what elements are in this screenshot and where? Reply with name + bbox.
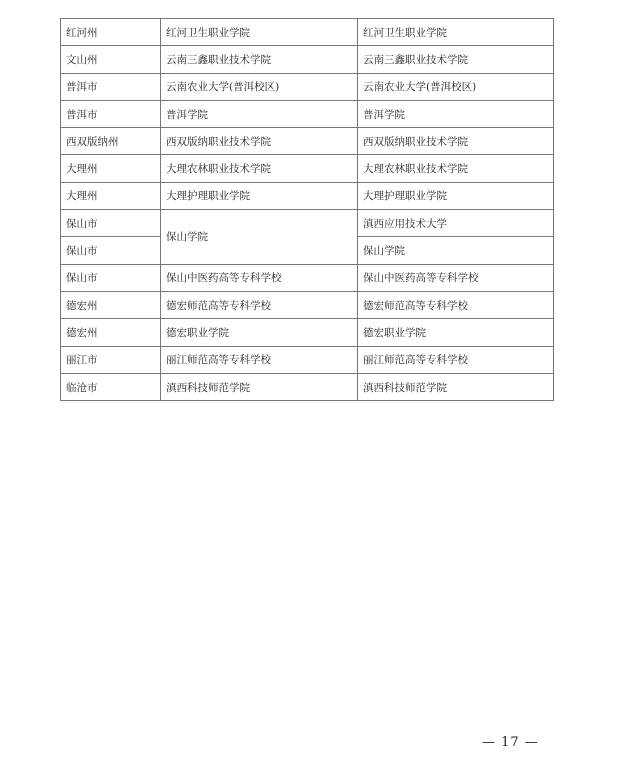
table-row — [61, 100, 554, 127]
table-row — [61, 210, 554, 237]
school-cell: 红河卫生职业学院 — [161, 19, 358, 46]
region-cell: 保山市 — [61, 210, 161, 237]
school-cell: 西双版纳职业技术学院 — [161, 128, 358, 155]
school2-cell: 滇西应用技术大学 — [358, 210, 554, 237]
schools-table — [60, 18, 554, 401]
school2-cell: 滇西科技师范学院 — [358, 373, 554, 400]
table-row — [61, 46, 554, 73]
region-cell: 保山市 — [61, 237, 161, 264]
school2-cell: 西双版纳职业技术学院 — [358, 128, 554, 155]
school2-cell: 保山中医药高等专科学校 — [358, 264, 554, 291]
region-cell: 大理州 — [61, 182, 161, 209]
school-cell: 大理护理职业学院 — [161, 182, 358, 209]
table-row — [61, 182, 554, 209]
school2-cell: 大理农林职业技术学院 — [358, 155, 554, 182]
school-cell: 德宏师范高等专科学校 — [161, 291, 358, 318]
school2-cell: 保山学院 — [358, 237, 554, 264]
school2-cell: 丽江师范高等专科学校 — [358, 346, 554, 373]
school-cell: 丽江师范高等专科学校 — [161, 346, 358, 373]
school2-cell: 德宏职业学院 — [358, 319, 554, 346]
school-cell: 普洱学院 — [161, 100, 358, 127]
table-row — [61, 128, 554, 155]
region-cell: 德宏州 — [61, 319, 161, 346]
school2-cell: 德宏师范高等专科学校 — [358, 291, 554, 318]
school2-cell: 大理护理职业学院 — [358, 182, 554, 209]
region-cell: 红河州 — [61, 19, 161, 46]
table-row — [61, 291, 554, 318]
school-cell: 保山中医药高等专科学校 — [161, 264, 358, 291]
school2-cell: 普洱学院 — [358, 100, 554, 127]
page-number: — 17 — — [482, 735, 539, 750]
region-cell: 大理州 — [61, 155, 161, 182]
school-cell: 滇西科技师范学院 — [161, 373, 358, 400]
school2-cell: 云南农业大学(普洱校区) — [358, 73, 554, 100]
region-cell: 临沧市 — [61, 373, 161, 400]
table-row — [61, 73, 554, 100]
table-row — [61, 264, 554, 291]
school-cell: 保山学院 — [161, 210, 358, 265]
school2-cell: 红河卫生职业学院 — [358, 19, 554, 46]
school-cell: 云南三鑫职业技术学院 — [161, 46, 358, 73]
school2-cell: 云南三鑫职业技术学院 — [358, 46, 554, 73]
region-cell: 丽江市 — [61, 346, 161, 373]
table-row — [61, 319, 554, 346]
region-cell: 西双版纳州 — [61, 128, 161, 155]
region-cell: 普洱市 — [61, 100, 161, 127]
school-cell: 大理农林职业技术学院 — [161, 155, 358, 182]
region-cell: 普洱市 — [61, 73, 161, 100]
region-cell: 文山州 — [61, 46, 161, 73]
table-row — [61, 19, 554, 46]
region-cell: 保山市 — [61, 264, 161, 291]
table-row — [61, 373, 554, 400]
school-cell: 云南农业大学(普洱校区) — [161, 73, 358, 100]
school-cell: 德宏职业学院 — [161, 319, 358, 346]
table-row — [61, 155, 554, 182]
region-cell: 德宏州 — [61, 291, 161, 318]
table-row — [61, 346, 554, 373]
